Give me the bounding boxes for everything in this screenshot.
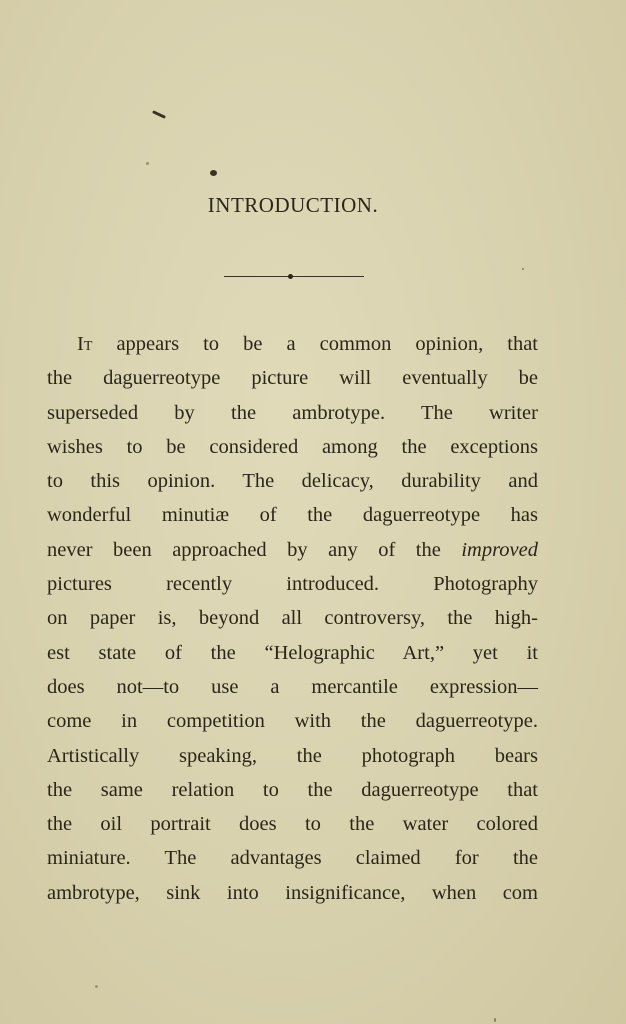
line-text: never been approached by any of the	[47, 538, 462, 561]
text-line: the daguerreotype picture will eventually be	[47, 367, 538, 390]
rule-ornament-dot	[288, 274, 293, 279]
paper-speck	[494, 1018, 496, 1022]
text-line: on paper is, beyond all controversy, the high-	[47, 607, 538, 630]
ornamental-rule	[224, 276, 364, 277]
ink-mark	[152, 110, 166, 119]
paper-speck	[522, 268, 524, 270]
text-line: ambrotype, sink into insignificance, when com	[47, 881, 538, 904]
text-line: the same relation to the daguerreotype that	[47, 778, 538, 801]
drop-smallcaps-word: It	[77, 333, 93, 355]
chapter-title: INTRODUCTION.	[207, 193, 379, 217]
text-line: Artistically speaking, the photograph bears	[47, 744, 538, 767]
text-line	[47, 327, 538, 361]
paper-speck	[146, 162, 149, 165]
text-line: to this opinion. The delicacy, durability and	[47, 470, 538, 493]
text-line: come in competition with the daguerreotype.	[47, 710, 538, 733]
italic-emphasis: improved	[461, 538, 538, 561]
text-line: wonderful minutiæ of the daguerreotype has	[47, 504, 538, 527]
paragraph	[47, 327, 538, 910]
text-line: superseded by the ambrotype. The writer	[47, 401, 538, 424]
text-line: miniature. The advantages claimed for the	[47, 847, 538, 870]
ink-blot	[210, 170, 217, 176]
text-line: pictures recently introduced. Photography	[47, 573, 538, 596]
line-text: appears to be a common opinion, that	[92, 333, 538, 355]
text-line: est state of the “Helographic Art,” yet it	[47, 641, 538, 664]
text-line: the oil portrait does to the water colored	[47, 813, 538, 836]
text-line: wishes to be considered among the exceptions	[47, 435, 538, 458]
text-line	[47, 533, 538, 567]
text-line: does not—to use a mercantile expression—	[47, 675, 538, 698]
paper-speck	[95, 985, 98, 988]
